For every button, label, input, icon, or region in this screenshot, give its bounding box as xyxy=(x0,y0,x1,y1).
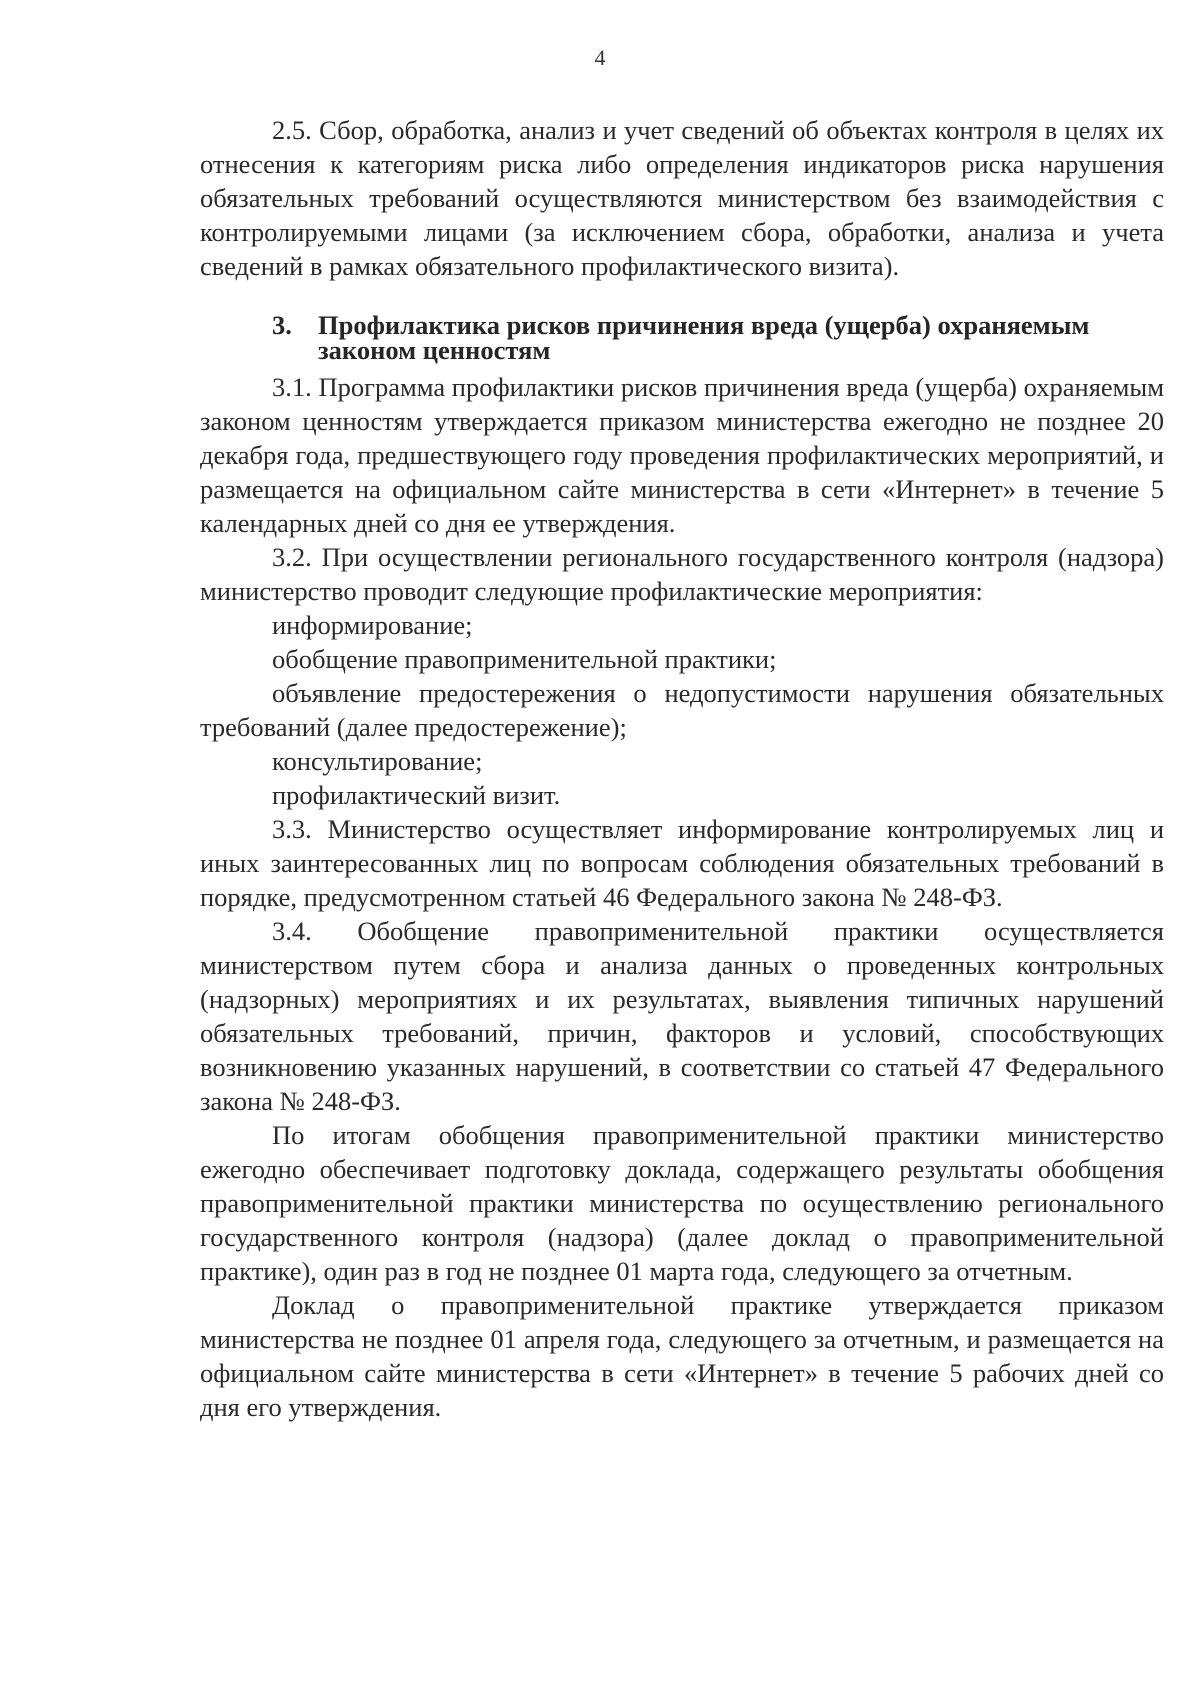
spacer xyxy=(200,283,1164,313)
paragraph-3-4: 3.4. Обобщение правоприменительной практики осуществляется министерством путем сбора и анализа данных о проведенных контрольных (надзорных) мероприятиях и их результатах, выявления типичных нарушений обязательных требований, причин, факторов и условий, способствующих возникновению указанных нарушений, в соответствии со статьей 47 Федерального закона № 248-ФЗ. xyxy=(200,916,1164,1116)
section-3-title-line2: законом ценностям xyxy=(318,335,551,365)
list-item: информирование; xyxy=(272,610,473,640)
paragraph-2-5: 2.5. Сбор, обработка, анализ и учет сведений об объектах контроля в целях их отнесения к категориям риска либо определения индикаторов риска нарушения обязательных требований осуществляются министерством без взаимодействия с контролируемыми лицами (за исключением сбора, обработки, анализа и учета сведений в рамках обязательного профилактического визита). xyxy=(200,115,1164,281)
paragraph-3-3: 3.3. Министерство осуществляет информирование контролируемых лиц и иных заинтересованных лиц по вопросам соблюдения обязательных требований в порядке, предусмотренном статьей 46 Федерального закона № 248-ФЗ. xyxy=(200,814,1164,912)
paragraph-3-1: 3.1. Программа профилактики рисков причинения вреда (ущерба) охраняемым законом ценностям утверждается приказом министерства ежегодно не позднее 20 декабря года, предшествующего году проведения профилактических мероприятий, и размещается на официальном сайте министерства в сети «Интернет» в течение 5 календарных дней со дня ее утверждения. xyxy=(200,372,1164,538)
section-3-number: 3. xyxy=(272,310,292,340)
document-body xyxy=(200,113,1164,1424)
list-item: объявление предостережения о недопустимости нарушения обязательных требований (далее предостережение); xyxy=(200,678,1164,742)
section-3-title-line1: Профилактика рисков причинения вреда (ущерба) охраняемым xyxy=(318,310,1090,340)
list-item: профилактический визит. xyxy=(272,780,561,810)
page-number: 4 xyxy=(594,45,606,70)
list-item: обобщение правоприменительной практики; xyxy=(272,644,777,674)
paragraph-report-preparation: По итогам обобщения правоприменительной практики министерство ежегодно обеспечивает подготовку доклада, содержащего результаты обобщения правоприменительной практики министерства по осуществлению регионального государственного контроля (надзора) (далее доклад о правоприменительной практике), один раз в год не позднее 01 марта года, следующего за отчетным. xyxy=(200,1120,1164,1286)
paragraph-report-approval: Доклад о правоприменительной практике утверждается приказом министерства не позднее 01 апреля года, следующего за отчетным, и размещается на официальном сайте министерства в сети «Интернет» в течение 5 рабочих дней со дня его утверждения. xyxy=(200,1290,1164,1422)
section-3-heading xyxy=(200,310,1164,365)
list-item: консультирование; xyxy=(272,746,483,776)
paragraph-3-2: 3.2. При осуществлении регионального государственного контроля (надзора) министерство проводит следующие профилактические мероприятия: xyxy=(200,542,1164,606)
